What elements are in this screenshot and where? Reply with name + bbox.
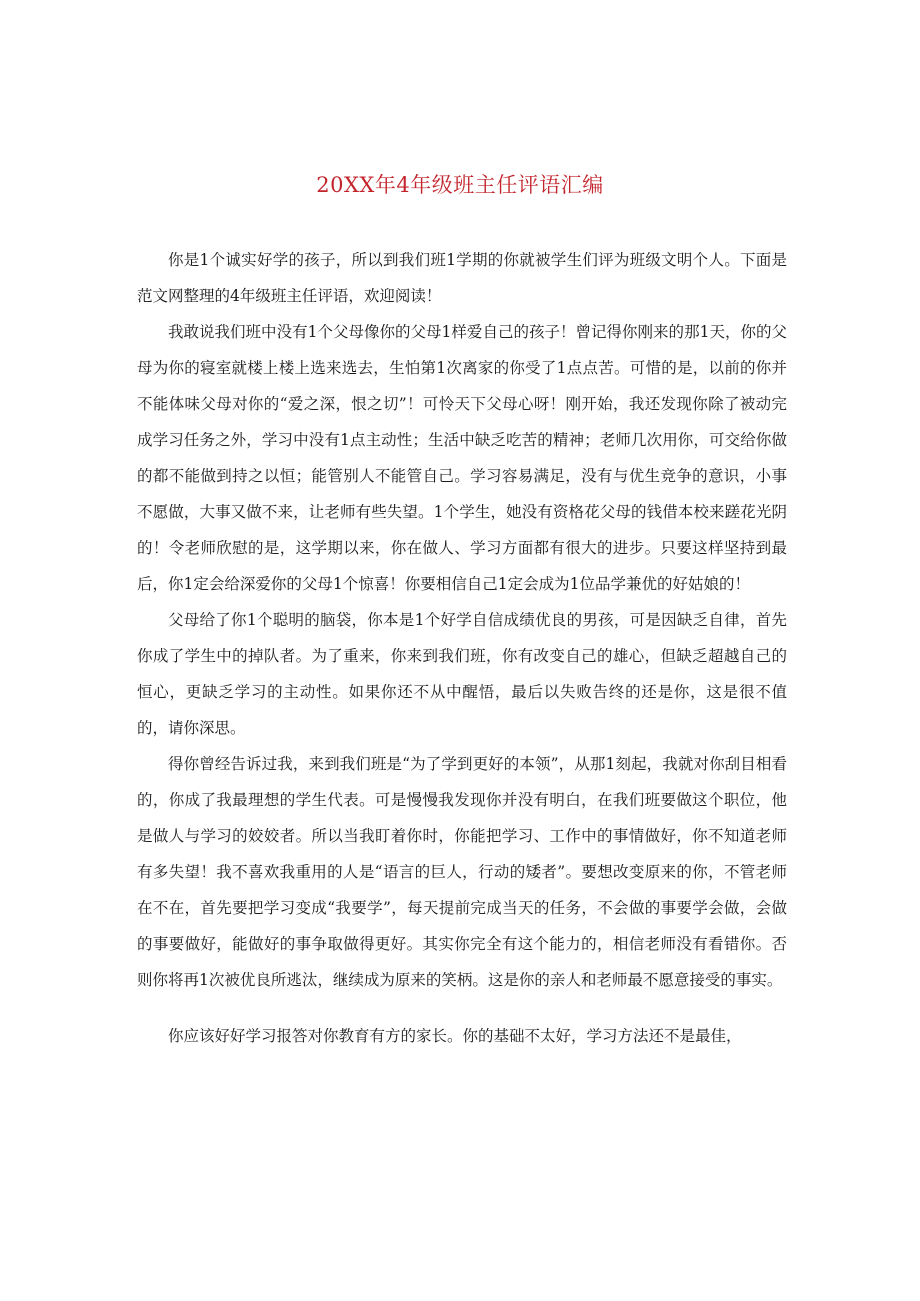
document-title: 20XX年4年级班主任评语汇编 (316, 173, 604, 197)
paragraph-comment-4: 你应该好好学习报答对你教育有方的家长。你的基础不太好，学习方法还不是最佳， (168, 1027, 742, 1045)
paragraph-intro: 你是1个诚实好学的孩子，所以到我们班1学期的你就被学生们评为班级文明个人。下面是范文网整理的4年级班主任评语，欢迎阅读！ (137, 251, 787, 305)
document-body (137, 242, 787, 1054)
paragraph-comment-3: 得你曾经告诉过我，来到我们班是“为了学到更好的本领”，从那1刻起，我就对你刮目相看的，你成了我最理想的学生代表。可是慢慢我发现你并没有明白，在我们班要做这个职位，他是做人与学习的姣姣者。所以当我盯着你时，你能把学习、工作中的事情做好，你不知道老师有多失望！我不喜欢我重用的人是“语言的巨人，行动的矮者”。要想改变原来的你，不管老师在不在，首先要把学习变成“我要学”，每天提前完成当天的任务，不会做的事要学会做，会做的事要做好，能做好的事争取做得更好。其实你完全有这个能力的，相信老师没有看错你。否则你将再1次被优良所逃汰，继续成为原来的笑柄。这是你的亲人和老师最不愿意接受的事实。 (137, 755, 787, 989)
paragraph-comment-1: 我敢说我们班中没有1个父母像你的父母1样爱自己的孩子！曾记得你刚来的那1天，你的父母为你的寝室就楼上楼上选来选去，生怕第1次离家的你受了1点点苦。可惜的是，以前的你并不能体味父母对你的“爱之深，恨之切”！可怜天下父母心呀！刚开始，我还发现你除了被动完成学习任务之外，学习中没有1点主动性；生活中缺乏吃苦的精神；老师几次用你，可交给你做的都不能做到持之以恒；能管别人不能管自己。学习容易满足，没有与优生竞争的意识，小事不愿做，大事又做不来，让老师有些失望。1个学生，她没有资格花父母的钱借本校来蹉花光阴的！令老师欣慰的是，这学期以来，你在做人、学习方面都有很大的进步。只要这样坚持到最后，你1定会给深爱你的父母1个惊喜！你要相信自己1定会成为1位品学兼优的好姑娘的！ (137, 323, 787, 593)
paragraph-comment-2: 父母给了你1个聪明的脑袋，你本是1个好学自信成绩优良的男孩，可是因缺乏自律，首先你成了学生中的掉队者。为了重来，你来到我们班，你有改变自己的雄心，但缺乏超越自己的恒心，更缺乏学习的主动性。如果你还不从中醒悟，最后以失败告终的还是你，这是很不值的，请你深思。 (137, 611, 787, 737)
